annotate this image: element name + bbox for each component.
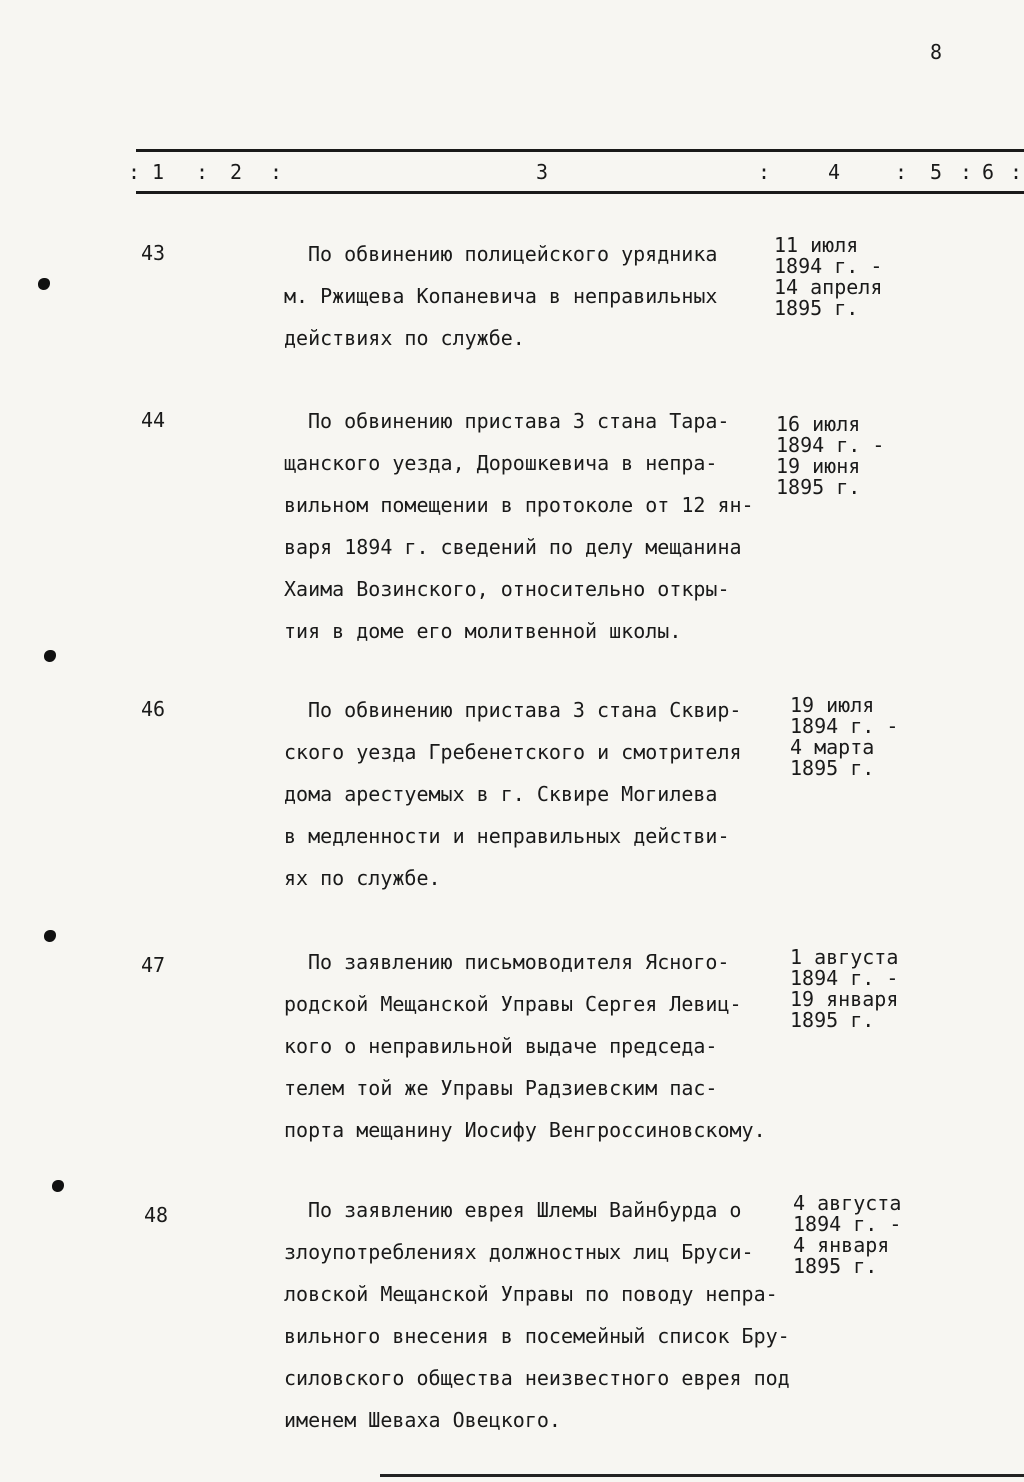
entry-dates [774, 235, 882, 319]
header-col-5: 5 [930, 160, 943, 184]
header-col-2: 2 [230, 160, 243, 184]
entry-description [284, 689, 784, 899]
date-line: 1895 г. [790, 756, 875, 780]
binder-hole-mark [38, 278, 50, 290]
description-line: По заявлению еврея Шлемы Вайнбурда о [308, 1198, 742, 1222]
binder-hole-mark [52, 1180, 64, 1192]
date-line: 1895 г. [790, 1008, 875, 1032]
description-line: По заявлению письмоводителя Ясного- [308, 950, 730, 974]
date-line: 4 августа [793, 1191, 902, 1215]
description-line: По обвинению пристава 3 стана Тара- [308, 409, 730, 433]
date-line: 1894 г. - [776, 433, 885, 457]
header-sep: : [196, 160, 209, 184]
date-line: 11 июля [774, 233, 859, 257]
header-sep: : [895, 160, 908, 184]
header-col-4: 4 [828, 160, 841, 184]
description-line: дома арестуемых в г. Сквире Могилева [284, 782, 718, 806]
description-line: злоупотреблениях должностных лиц Бруси- [284, 1240, 754, 1264]
description-line: ловской Мещанской Управы по поводу непра- [284, 1282, 778, 1306]
header-top-rule [136, 149, 1024, 152]
description-line: кого о неправильной выдаче председа- [284, 1034, 718, 1058]
entry-dates [790, 695, 898, 779]
description-line: По обвинению полицейского урядника [308, 242, 718, 266]
entry-description [284, 233, 784, 359]
header-sep: : [128, 160, 141, 184]
date-line: 4 января [793, 1233, 890, 1257]
entry-description [284, 400, 784, 652]
date-line: 1894 г. - [774, 254, 883, 278]
description-line: вильном помещении в протоколе от 12 ян- [284, 493, 754, 517]
date-line: 14 апреля [774, 275, 883, 299]
description-line: Хаима Возинского, относительно откры- [284, 577, 730, 601]
description-line: ского уезда Гребенетского и смотрителя [284, 740, 742, 764]
date-line: 19 января [790, 987, 899, 1011]
description-line: действиях по службе. [284, 326, 525, 350]
date-line: 16 июля [776, 412, 861, 436]
entry-dates [790, 947, 898, 1031]
description-line: именем Шеваха Овецкого. [284, 1408, 561, 1432]
header-bottom-rule [136, 191, 1024, 194]
header-col-3: 3 [536, 160, 549, 184]
header-sep: : [1010, 160, 1023, 184]
description-line: тия в доме его молитвенной школы. [284, 619, 682, 643]
date-line: 1894 г. - [790, 966, 899, 990]
header-sep: : [758, 160, 771, 184]
entry-number: 44 [141, 408, 166, 432]
description-line: По обвинению пристава 3 стана Сквир- [308, 698, 742, 722]
date-line: 19 июня [776, 454, 861, 478]
description-line: щанского уезда, Дорошкевича в непра- [284, 451, 718, 475]
date-line: 1 августа [790, 945, 899, 969]
page-number: 8 [930, 40, 943, 64]
date-line: 1894 г. - [790, 714, 899, 738]
header-col-6: 6 [982, 160, 995, 184]
entry-dates [793, 1193, 901, 1277]
table-header [0, 160, 1024, 188]
description-line: вильного внесения в посемейный список Бру- [284, 1324, 790, 1348]
date-line: 1895 г. [776, 475, 861, 499]
entry-description [284, 1189, 844, 1441]
entry-dates [776, 414, 884, 498]
entry-number: 47 [141, 953, 166, 977]
header-sep: : [960, 160, 973, 184]
description-line: порта мещанину Иосифу Венгроссиновскому. [284, 1118, 766, 1142]
entry-description [284, 941, 784, 1151]
date-line: 1895 г. [774, 296, 859, 320]
date-line: 4 марта [790, 735, 875, 759]
description-line: родской Мещанской Управы Сергея Левиц- [284, 992, 742, 1016]
entry-number: 46 [141, 697, 166, 721]
page-bottom-edge [380, 1474, 1024, 1477]
description-line: м. Ржищева Копаневича в неправильных [284, 284, 718, 308]
header-col-1: 1 [152, 160, 165, 184]
description-line: варя 1894 г. сведений по делу мещанина [284, 535, 742, 559]
description-line: ях по службе. [284, 866, 441, 890]
date-line: 19 июля [790, 693, 875, 717]
entry-number: 43 [141, 241, 166, 265]
date-line: 1894 г. - [793, 1212, 902, 1236]
binder-hole-mark [44, 650, 56, 662]
description-line: силовского общества неизвестного еврея под [284, 1366, 790, 1390]
date-line: 1895 г. [793, 1254, 878, 1278]
entry-number: 48 [144, 1203, 169, 1227]
description-line: в медленности и неправильных действи- [284, 824, 730, 848]
description-line: телем той же Управы Радзиевским пас- [284, 1076, 718, 1100]
binder-hole-mark [44, 930, 56, 942]
header-sep: : [270, 160, 283, 184]
